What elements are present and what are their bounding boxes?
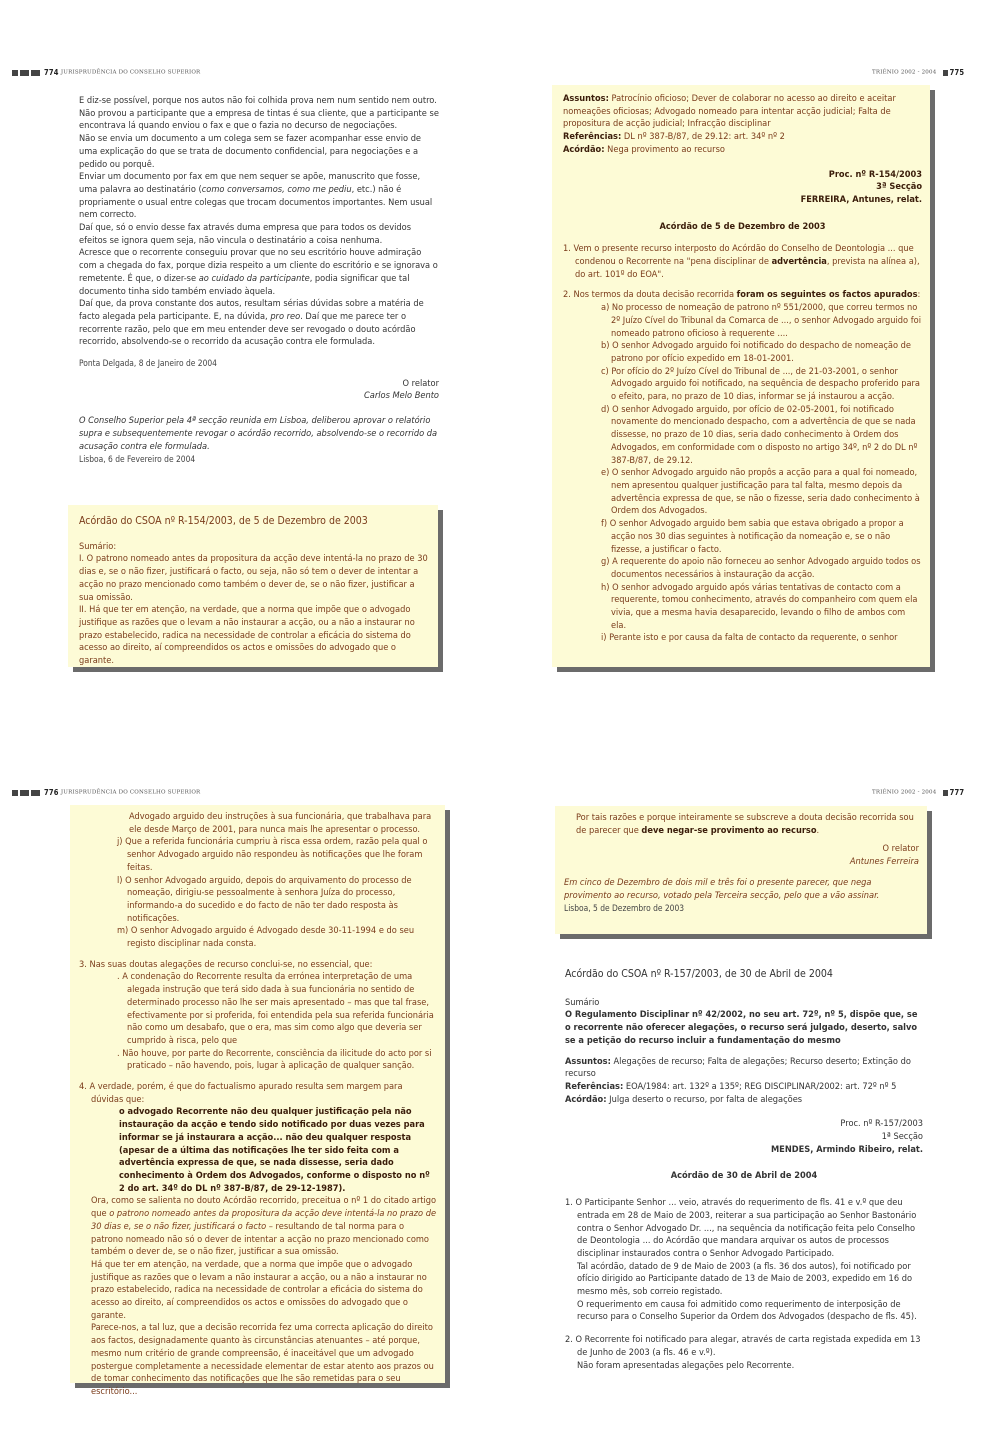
page-775-box	[552, 85, 930, 667]
label: Assuntos:	[565, 1055, 611, 1067]
text-run: Acresce que o recorrente conseguiu provar que no seu escritório houve admiração com a chegada do fax, porque dizia respeito a um cliente do escritório e se ignorava o remetente. É que, o dizer-se	[79, 247, 438, 284]
paragraph: Não se envia um documento a um colega sem se fazer acompanhar esse envio de uma explicação do que se trata de documento confidencial, para negociações e a pedido ou porquê.	[79, 133, 422, 170]
text-run: advertência	[771, 256, 827, 268]
conclusion-item: . A condenação do Recorrente resulta da errónea interpretação de uma alegada instrução que terá sido dada à sua funcionária no sentido de determinado processo não lhe ser mais apresentado – mas que tal frase, efectivamente por si proferida, foi entendida pela sua referida funcionária não como um desabafo, que o era, mas sim como algo que deveria ser cumprido à risca, pelo que	[117, 971, 434, 1046]
paragraph: Tal acórdão, datado de 9 de Maio de 2003 (a fls. 36 dos autos), foi notificado por ofício dirigido ao Participante datado de 13 de Maio de 2003, expedido em 16 do mesmo mês, sob correio registado.	[577, 1260, 913, 1298]
paragraph: O requerimento em causa foi admitido como requerimento de interposição de recurso para o Conselho Superior da Ordem dos Advogados (despacho de fls. 45).	[577, 1298, 917, 1323]
text-run: Ora, como se salienta no douto Acórdão recorrido, preceitua o nº 1 do citado artigo que	[91, 1195, 437, 1220]
text-run: . Daí que me parece ter o recorrente razão, pelo que em meu entender deve ser revogado o douto acórdão recorrido, absolvendo-se o recorrido da acusação contra ele formulada.	[79, 310, 416, 348]
running-head: TRIÉNIO 2002 - 2004	[872, 789, 937, 796]
header-square-icon	[943, 790, 948, 796]
text-run: Daí que, da prova constante dos autos, resultam sérias dúvidas sobre a matéria de facto alegada pela participante. E, na dúvida,	[79, 298, 424, 322]
text-run: 2. Nos termos da douta decisão recorrida	[563, 289, 737, 301]
page-777-box	[555, 806, 927, 934]
label: Referências:	[563, 131, 622, 143]
running-head: TRIÉNIO 2002 - 2004	[872, 69, 937, 76]
relator: FERREIRA, Antunes, relat.	[800, 193, 922, 205]
text-run: pro reo	[270, 310, 301, 322]
header-square-icon	[20, 70, 29, 76]
assuntos	[563, 93, 922, 131]
header-square-icon	[12, 790, 18, 796]
relator-label: O relator	[882, 843, 919, 855]
text-run: , prevista na alínea a), do art. 101º do EOA".	[575, 256, 920, 280]
place-date: Ponta Delgada, 8 de Janeiro de 2004	[79, 358, 217, 369]
page-header-774	[12, 68, 200, 78]
header-square-icon	[31, 70, 40, 76]
text-run: :	[917, 289, 921, 301]
relator-name: Carlos Melo Bento	[363, 390, 439, 402]
header-square-icon	[31, 790, 40, 796]
list-item: 2. O Recorrente foi notificado para alegar, através de carta registada expedida em 13 de Junho de 2003 (a fls. 46 e v.º).	[565, 1334, 921, 1358]
list-item: 3. Nas suas doutas alegações de recurso conclui-se, no essencial, que:	[79, 958, 373, 970]
fact-item: i) Perante isto e por causa da falta de contacto da requerente, o senhor	[601, 632, 898, 644]
fact-item: g) A requerente do apoio não forneceu ao senhor Advogado arguido todos os documentos necessários à instauração da acção.	[601, 556, 921, 580]
text-run: – resultando de tal norma para o patrono nomeado não só o dever de intentar a acção no prazo mencionado como também o dever de, se o não fizer, justificar a sua omissão.	[91, 1220, 429, 1258]
summary-box-r154	[68, 505, 438, 667]
paragraph: Não provou a participante que a empresa de tintas é sua cliente, que a participante se encontrava lá quando enviou o fax e que o fazia no decurso de negociações.	[79, 107, 439, 132]
value: Nega provimento ao recurso	[604, 143, 725, 155]
continued-text: Advogado arguido deu instruções à sua funcionária, que trabalhava para ele desde Março de 2001, para nunca mais lhe apresentar o processo.	[129, 811, 432, 835]
acordao-title: Acórdão de 5 de Dezembro de 2003	[659, 220, 826, 232]
text-run: foram os seguintes os factos apurados	[736, 289, 918, 301]
text-run: deve negar-se provimento ao recurso	[641, 824, 817, 836]
page-777-body	[565, 968, 923, 1372]
page-774-body	[79, 95, 439, 466]
fact-item: j) Que a referida funcionária cumpriu à risca essa ordem, razão pela qual o senhor Advogado arguido não respondeu às notificações que lhe foram feitas.	[117, 836, 428, 873]
list-item	[563, 243, 922, 281]
seccao: 1ª Secção	[881, 1131, 923, 1143]
value: Julga deserto o recurso, por falta de alegações	[606, 1093, 803, 1105]
referencias	[563, 131, 922, 144]
text-run: Por tais razões e porque inteiramente se subscreve a douta decisão recorrida sou de parecer que	[576, 812, 914, 836]
sumario-label: Sumário	[565, 996, 600, 1008]
page-header-777	[872, 788, 964, 798]
running-head: JURISPRUDÊNCIA DO CONSELHO SUPERIOR	[60, 789, 201, 796]
list-item: 4. A verdade, porém, é que do factualismo apurado resulta sem margem para dúvidas que:	[79, 1081, 403, 1105]
decision-text: O Conselho Superior pela 4ª secção reunida em Lisboa, deliberou aprovar o relatório supra e subsequentemente revogar o acórdão recorrido, absolvendo-se o recorrido da acusação contra ele formulada.	[79, 415, 438, 452]
text-run: Enviar um documento por fax em que nem sequer se apõe, manuscrito que fosse, uma palavra ao destinatário (	[79, 171, 421, 195]
proc-number: Proc. nº R-157/2003	[840, 1118, 923, 1130]
relator-name: Antunes Ferreira	[849, 856, 919, 868]
paragraph: Daí que, só o envio desse fax através duma empresa que para todos os devidos efeitos se ignora quem seja, não vincula o destinatário a coisa nenhuma.	[79, 222, 412, 246]
page-number: 776	[44, 788, 59, 797]
relator: MENDES, Armindo Ribeiro, relat.	[770, 1143, 923, 1155]
conclusion-item: . Não houve, por parte do Recorrente, consciência da ilicitude do acto por si praticado – não havendo, pois, lugar à aplicação de qualquer sanção.	[117, 1047, 432, 1072]
decision-text: Em cinco de Dezembro de dois mil e três foi o presente parecer, que nega provimento ao recurso, votado pela Terceira secção, pelo que a vão assinar.	[564, 876, 880, 901]
value: DL nº 387-B/87, de 29.12: art. 34º nº 2	[621, 131, 785, 143]
assuntos	[565, 1056, 923, 1081]
header-square-icon	[943, 70, 948, 76]
conclusion	[564, 812, 919, 837]
sumario-item: I. O patrono nomeado antes da propositura da acção deve intentá-la no prazo de 30 dias e, se o não fizer, justificará o facto, ou seja, não só tem o dever de intentar a acção no prazo mencionado como também o dever de, se o não fizer, justificar a sua omissão.	[79, 553, 428, 603]
sumario-label: Sumário:	[79, 540, 117, 552]
relator-label: O relator	[402, 377, 439, 389]
page-number: 774	[44, 68, 59, 77]
fact-item: c) Por ofício do 2º Juízo Cível do Tribunal de ..., de 21-03-2001, o senhor Advogado arguido foi notificado, na sequência de despacho proferido para o efeito, para, no prazo de 10 dias, informar se já instaurou a acção.	[601, 365, 920, 403]
text-run: , podia significar que tal documento tinha sido também enviado àquela.	[79, 272, 410, 297]
fact-item: a) No processo de nomeação de patrono nº 551/2000, que correu termos no 2º Juízo Cível do Tribunal da Comarca de ..., o senhor Advogado arguido foi nomeado patrono oficioso à requerente ....	[601, 302, 921, 339]
acordao	[563, 144, 922, 157]
label: Assuntos:	[563, 93, 609, 104]
page-number: 777	[949, 788, 965, 797]
paragraph	[79, 171, 439, 222]
page-header-775	[872, 68, 964, 78]
fact-item: h) O senhor advogado arguido após várias tentativas de contacto com a requerente, tomou conhecimento, através do companheiro com quem ela vivia, que a mesma havia desaparecido, levando o filho de ambos com ela.	[601, 581, 918, 631]
date-title: Acórdão de 30 de Abril de 2004	[670, 1170, 818, 1182]
list-item	[563, 289, 922, 302]
text-run: o patrono nomeado antes da propositura da acção deve intentá-la no prazo de 30 dias e, se o não fizer, justificará o facto	[91, 1208, 437, 1232]
acordao-title: Acórdão do CSOA nº R-157/2003, de 30 de Abril de 2004	[565, 968, 833, 980]
text-run: .	[816, 824, 820, 836]
paragraph: Há que ter em atenção, na verdade, que a norma que impõe que o advogado justifique as razões que o levam a não instaurar a acção, ou a não a instaurar no prazo estabelecido, radica na necessidade de controlar a eficácia do sistema do acesso ao direito, aí compreendidos os actos e omissões do advogado que o garante.	[91, 1258, 427, 1321]
text-run: ao cuidado da participante	[198, 272, 310, 284]
text-run: como conversamos, como me pediu	[201, 183, 352, 195]
paragraph	[79, 298, 439, 349]
fact-item: l) O senhor Advogado arguido, depois do arquivamento do processo de nomeação, dirigiu-se pessoalmente à senhora Juíza do processo, informando-a do sucedido e do facto de não ter dado resposta às notificações.	[117, 874, 412, 924]
fact-item: f) O senhor Advogado arguido bem sabia que estava obrigado a propor a acção nos 30 dias seguintes à notificação da nomeação e, se o não fizesse, a justificar o facto.	[601, 518, 904, 555]
proc-number: Proc. nº R-154/2003	[828, 168, 922, 180]
paragraph	[79, 1195, 437, 1259]
acordao	[565, 1094, 923, 1107]
value: Alegações de recurso; Falta de alegações; Recurso deserto; Extinção do recurso	[565, 1055, 911, 1080]
text-run: 1. Vem o presente recurso interposto do Acórdão do Conselho de Deontologia ... que condenou o Recorrente na "pena disciplinar de	[563, 243, 914, 268]
sumario-text: O Regulamento Disciplinar nº 42/2002, no seu art. 72º, nº 5, dispõe que, se o recorrente não oferecer alegações, o recurso será julgado, deserto, salvo se a petição do recurso incluir a fundamentação do mesmo	[565, 1009, 918, 1046]
value: EOA/1984: art. 132º a 135º; REG DISCIPLINAR/2002: art. 72º nº 5	[623, 1080, 897, 1092]
sumario-item: II. Há que ter em atenção, na verdade, que a norma que impõe que o advogado justifique as razões que o levam a não instaurar a acção, ou a não a instaurar no prazo estabelecido, radica na necessidade de controlar a eficácia do sistema do acesso ao direito, aí compreendidos os actos e omissões do advogado que o garante.	[79, 604, 415, 667]
paragraph: Parece-nos, a tal luz, que a decisão recorrida fez uma correcta aplicação do direito aos factos, designadamente quanto às circunstâncias atenuantes – até porque, mesmo num critério de grande compreensão, é inaceitável que um advogado postergue completamente a necessidade elementar de estar atento aos prazos ou de tomar conhecimento das notificações que lhe são remetidas para o seu escritório...	[91, 1322, 434, 1397]
decision-date: Lisboa, 6 de Fevereiro de 2004	[79, 454, 196, 465]
fact-item: d) O senhor Advogado arguido, por ofício de 02-05-2001, foi notificado novamente do mencionado despacho, com a advertência de que se nada dissesse, no prazo de 10 dias, seria dado conhecimento à Ordem dos Advogados, em conformidade com o disposto no artigo 34º, nº 2 do DL nº 387-B/87, de 29.12.	[601, 403, 918, 466]
fact-item: e) O senhor Advogado arguido não propôs a acção para a qual foi nomeado, nem apresentou qualquer justificação para tal falta, mesmo depois da advertência expressa de que, se não o fizesse, seria dado conhecimento à Ordem dos Advogados.	[601, 467, 920, 517]
seccao: 3ª Secção	[876, 181, 922, 193]
bold-statement: o advogado Recorrente não deu qualquer justificação pela não instauração da acção e tendo sido notificado por duas vezes para informar se já instaurara a acção... não deu qualquer resposta (apesar de a última das notificações lhe ter sido feita com a advertência expressa de que, se nada dissesse, seria dado conhecimento à Ordem dos Advogados, conforme o disposto no nº 2 do art. 34º do DL nº 387-B/87, de 29-12-1987).	[119, 1106, 430, 1194]
paragraph: Não foram apresentadas alegações pelo Recorrente.	[577, 1359, 795, 1371]
label: Acórdão:	[565, 1093, 607, 1105]
paragraph	[79, 247, 439, 298]
running-head: JURISPRUDÊNCIA DO CONSELHO SUPERIOR	[60, 69, 201, 76]
header-square-icon	[12, 70, 18, 76]
box-title: Acórdão do CSOA nº R-154/2003, de 5 de Dezembro de 2003	[79, 515, 368, 527]
paragraph: E diz-se possível, porque nos autos não foi colhida prova nem num sentido nem outro.	[79, 95, 437, 106]
page-header-776	[12, 788, 200, 798]
label: Acórdão:	[563, 143, 605, 155]
value: Patrocínio oficioso; Dever de colaborar no acesso ao direito e aceitar nomeações oficiosas; Advogado nomeado para intentar acção judicial; Falta de propositura de acção judicial; Infracção disciplinar	[563, 93, 896, 130]
referencias	[565, 1081, 923, 1094]
fact-item: b) O senhor Advogado arguido foi notificado do despacho de nomeação de patrono por ofício expedido em 18-01-2001.	[601, 340, 912, 364]
label: Referências:	[565, 1080, 624, 1092]
fact-item: m) O senhor Advogado arguido é Advogado desde 30-11-1994 e do seu registo disciplinar nada consta.	[117, 925, 415, 950]
page-number: 775	[949, 68, 965, 77]
list-item: 1. O Participante Senhor ... veio, através do requerimento de fls. 41 e v.º que deu entrada em 28 de Maio de 2003, reiterar a sua participação ao Senhor Bastonário contra o Senhor Advogado Dr. ..., na sequência da notificação feita pelo Conselho de Deontologia ... do Acórdão que mandara arquivar os autos de processos disciplinar instaurados contra o Senhor Advogado Participado.	[565, 1197, 917, 1259]
text-run: , etc.) não é propriamente o usual entre colegas que trocam documentos importantes. Nem usual nem correcto.	[79, 183, 433, 221]
decision-date: Lisboa, 5 de Dezembro de 2003	[564, 903, 685, 914]
page-776-box	[70, 805, 445, 1397]
header-square-icon	[20, 790, 29, 796]
